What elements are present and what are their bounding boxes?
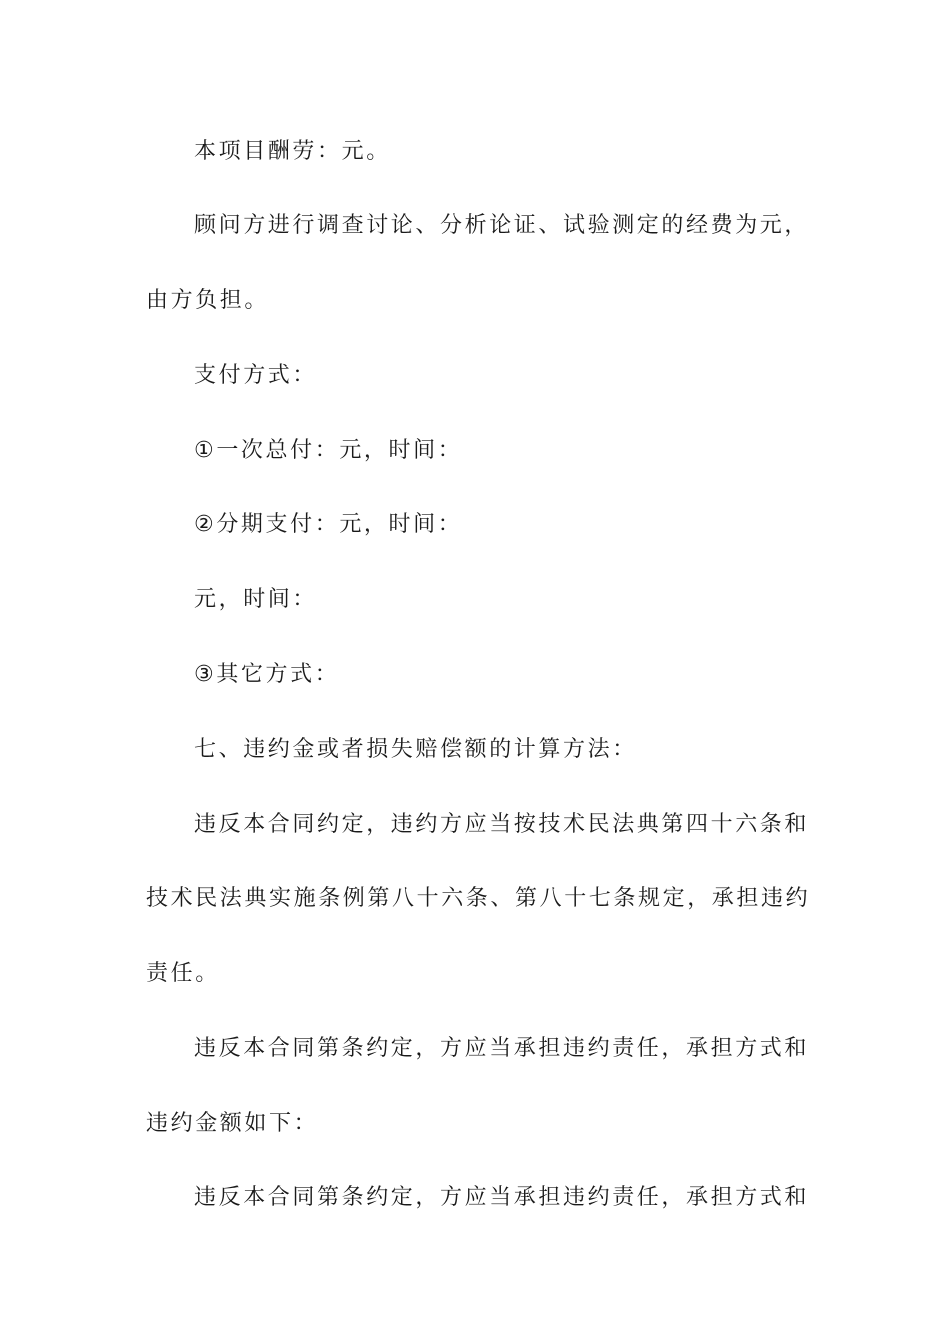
payment-installment-line: 元，时间： — [194, 587, 318, 612]
paragraph-expenses: 顾问方进行调查讨论、分析论证、试验测定的经费为元， — [194, 213, 810, 238]
paragraph-breach-2: 违反本合同第条约定，方应当承担违约责任，承担方式和 — [194, 1036, 810, 1061]
payment-option-lump-sum: ①一次总付：元，时间： — [194, 438, 463, 463]
paragraph-breach-3: 违反本合同第条约定，方应当承担违约责任，承担方式和 — [194, 1185, 810, 1210]
paragraph-breach-1: 违反本合同约定，违约方应当按技术民法典第四十六条和 — [194, 812, 810, 837]
paragraph-expenses-cont: 由方负担。 — [146, 288, 270, 313]
payment-option-installments: ②分期支付：元，时间： — [194, 512, 463, 537]
paragraph-breach-1-end: 责任。 — [146, 961, 220, 986]
paragraph-breach-1-cont: 技术民法典实施条例第八十六条、第八十七条规定，承担违约 — [146, 886, 811, 911]
paragraph-remuneration: 本项目酬劳：元。 — [194, 139, 391, 164]
payment-option-other: ③其它方式： — [194, 662, 340, 687]
section-heading-liquidated-damages: 七、违约金或者损失赔偿额的计算方法： — [194, 737, 637, 762]
paragraph-payment-method: 支付方式： — [194, 363, 318, 388]
paragraph-breach-2-cont: 违约金额如下： — [146, 1111, 319, 1136]
